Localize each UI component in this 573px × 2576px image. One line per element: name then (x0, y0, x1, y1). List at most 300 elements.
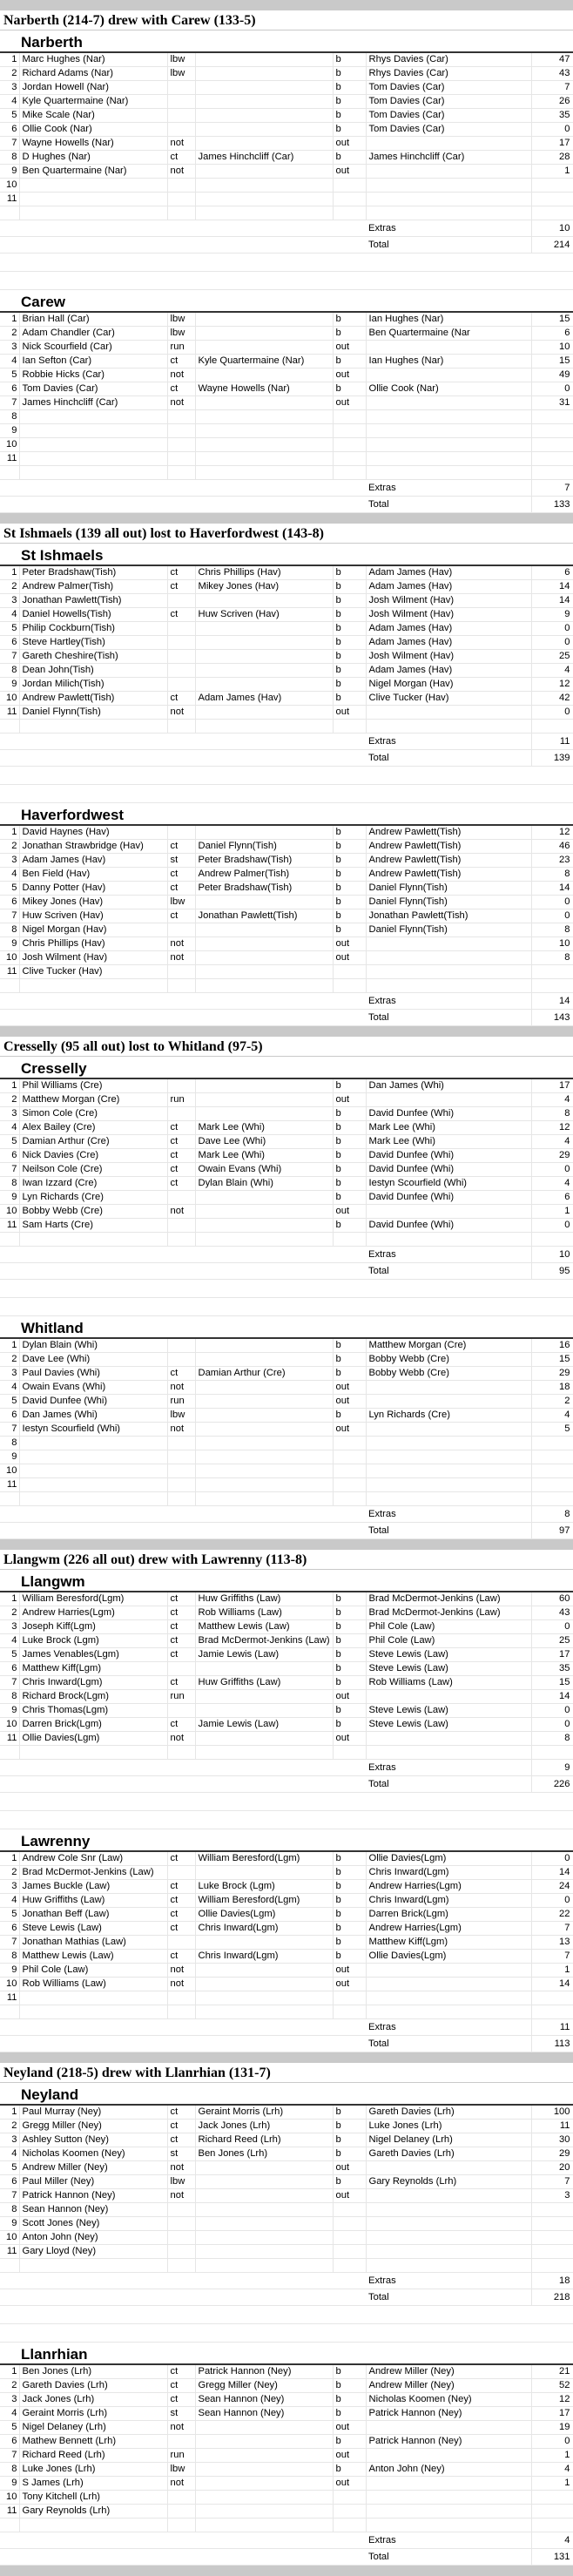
batting-row (0, 1409, 573, 1423)
fielder-name: Chris Inward(Lgm) (195, 1950, 333, 1964)
runs: 13 (531, 1936, 573, 1950)
blank-cell (366, 979, 531, 993)
fielder-name (195, 650, 333, 664)
batting-position: 9 (0, 2477, 19, 2491)
bowler-name: Andrew Harries(Lgm) (366, 1922, 531, 1936)
dismissal-type: ct (167, 1648, 195, 1662)
bowled-indicator: b (333, 1606, 366, 1620)
blank-cell (0, 1760, 366, 1776)
batting-row (0, 1367, 573, 1381)
batting-position: 10 (0, 1978, 19, 1991)
dismissal-type (167, 594, 195, 608)
team-name: Llanrhian (0, 2343, 573, 2365)
bowled-indicator: b (333, 95, 366, 109)
extras-value: 18 (531, 2273, 573, 2289)
fielder-name (195, 2217, 333, 2231)
batting-position: 2 (0, 1353, 19, 1367)
runs: 49 (531, 368, 573, 382)
dismissal-type (167, 1662, 195, 1676)
bowled-indicator: b (333, 2175, 366, 2189)
dismissal-type: lbw (167, 2463, 195, 2477)
blank-cell (195, 2259, 333, 2273)
bowler-name (366, 2245, 531, 2259)
blank-cell (195, 1233, 333, 1247)
blank-cell (195, 1746, 333, 1760)
blank-cell (366, 2005, 531, 2019)
bowler-name: Adam James (Hav) (366, 636, 531, 650)
runs: 15 (531, 1353, 573, 1367)
dismissal-type: ct (167, 840, 195, 854)
batter-name: Huw Griffiths (Law) (19, 1894, 167, 1908)
batting-position: 5 (0, 1135, 19, 1149)
bowler-name (366, 368, 531, 382)
runs: 4 (531, 664, 573, 678)
batting-row (0, 109, 573, 123)
bowled-indicator: out (333, 2449, 366, 2463)
bowled-indicator: b (333, 1409, 366, 1423)
fielder-name (195, 1381, 333, 1395)
runs: 60 (531, 1592, 573, 1606)
bowled-indicator: b (333, 826, 366, 840)
batter-name (19, 179, 167, 193)
batting-position: 6 (0, 1149, 19, 1163)
extras-value: 8 (531, 1506, 573, 1523)
batting-position: 10 (0, 951, 19, 965)
runs: 15 (531, 355, 573, 368)
bowled-indicator: b (333, 2393, 366, 2407)
bowled-indicator: b (333, 1177, 366, 1191)
batting-row (0, 1662, 573, 1676)
batter-name: Owain Evans (Whi) (19, 1381, 167, 1395)
batting-position: 9 (0, 165, 19, 179)
batter-name: Tom Davies (Car) (19, 382, 167, 396)
runs: 3 (531, 2189, 573, 2203)
dismissal-type (167, 622, 195, 636)
blank-cell (0, 480, 366, 497)
match-title: St Ishmaels (139 all out) lost to Haverfordwest (143-8) (0, 524, 573, 544)
blank-cell (0, 220, 366, 237)
batting-row (0, 664, 573, 678)
batting-position: 1 (0, 1079, 19, 1093)
fielder-name (195, 2231, 333, 2245)
batting-row (0, 438, 573, 452)
batting-row (0, 2217, 573, 2231)
batting-position: 8 (0, 923, 19, 937)
batting-position: 6 (0, 896, 19, 909)
dismissal-type: not (167, 1978, 195, 1991)
fielder-name (195, 2189, 333, 2203)
batting-position: 3 (0, 341, 19, 355)
team-name: St Ishmaels (0, 544, 573, 566)
batting-position: 8 (0, 2203, 19, 2217)
dismissal-type (167, 826, 195, 840)
bowled-indicator: b (333, 650, 366, 664)
total-label: Total (366, 497, 531, 513)
batting-row (0, 1852, 573, 1866)
dismissal-type: ct (167, 1177, 195, 1191)
spacer-row (0, 254, 573, 272)
bowled-indicator: out (333, 1690, 366, 1704)
fielder-name (195, 2491, 333, 2505)
bowled-indicator: b (333, 382, 366, 396)
batting-row (0, 1135, 573, 1149)
bowled-indicator: out (333, 951, 366, 965)
bowler-name: Gareth Davies (Lrh) (366, 2106, 531, 2120)
batting-position: 3 (0, 1880, 19, 1894)
bowled-indicator (333, 965, 366, 979)
fielder-name (195, 1732, 333, 1746)
batting-row (0, 81, 573, 95)
fielder-name: Geraint Morris (Lrh) (195, 2106, 333, 2120)
batting-row (0, 840, 573, 854)
batter-name (19, 438, 167, 452)
fielder-name: Jonathan Pawlett(Tish) (195, 909, 333, 923)
extras-value: 10 (531, 1247, 573, 1263)
bowled-indicator: b (333, 1107, 366, 1121)
bowled-indicator (333, 1464, 366, 1478)
scorecard-table (0, 2106, 573, 2306)
batter-name: Sam Harts (Cre) (19, 1219, 167, 1233)
blank-cell (0, 2289, 366, 2306)
bowler-name (366, 1978, 531, 1991)
blank-cell (195, 1492, 333, 1506)
batting-position: 1 (0, 566, 19, 580)
fielder-name: Huw Griffiths (Law) (195, 1592, 333, 1606)
runs: 35 (531, 1662, 573, 1676)
scorecard-table (0, 2365, 573, 2566)
dismissal-type (167, 923, 195, 937)
batting-position: 1 (0, 2106, 19, 2120)
extras-row (0, 2273, 573, 2289)
blank-cell (0, 1776, 366, 1793)
batter-name: Sean Hannon (Ney) (19, 2203, 167, 2217)
blank-cell (531, 1492, 573, 1506)
batting-row (0, 2365, 573, 2379)
dismissal-type: not (167, 2161, 195, 2175)
fielder-name (195, 438, 333, 452)
fielder-name (195, 965, 333, 979)
runs: 0 (531, 909, 573, 923)
batter-name: Rob Williams (Law) (19, 1978, 167, 1991)
bowled-indicator: b (333, 1880, 366, 1894)
fielder-name (195, 109, 333, 123)
batter-name: Chris Inward(Lgm) (19, 1676, 167, 1690)
bowler-name: Matthew Morgan (Cre) (366, 1339, 531, 1353)
blank-cell (366, 720, 531, 734)
batter-name: Jordan Howell (Nar) (19, 81, 167, 95)
fielder-name: Mark Lee (Whi) (195, 1121, 333, 1135)
extras-value: 14 (531, 993, 573, 1010)
bowler-name (366, 1690, 531, 1704)
batting-position: 4 (0, 1894, 19, 1908)
batting-row (0, 313, 573, 327)
extras-label: Extras (366, 220, 531, 237)
bowled-indicator (333, 1991, 366, 2005)
batting-row (0, 2449, 573, 2463)
fielder-name (195, 2449, 333, 2463)
fielder-name: Jamie Lewis (Law) (195, 1718, 333, 1732)
batting-row (0, 594, 573, 608)
bowled-indicator (333, 424, 366, 438)
bowled-indicator: out (333, 2161, 366, 2175)
fielder-name (195, 937, 333, 951)
batting-position: 10 (0, 179, 19, 193)
spacer-row (0, 1280, 573, 1298)
batting-row (0, 1107, 573, 1121)
bowler-name: Phil Cole (Law) (366, 1620, 531, 1634)
batting-row (0, 1478, 573, 1492)
dismissal-type: not (167, 937, 195, 951)
runs: 29 (531, 1367, 573, 1381)
bowler-name (366, 452, 531, 466)
batting-row (0, 2393, 573, 2407)
runs (531, 1464, 573, 1478)
runs: 17 (531, 2407, 573, 2421)
extras-row (0, 220, 573, 237)
batting-position: 4 (0, 2147, 19, 2161)
batting-row (0, 854, 573, 868)
batting-position: 2 (0, 2120, 19, 2133)
batter-name: Paul Murray (Ney) (19, 2106, 167, 2120)
batting-row (0, 341, 573, 355)
bowled-indicator: out (333, 137, 366, 151)
bowler-name (366, 1478, 531, 1492)
bowler-name: Josh Wilment (Hav) (366, 594, 531, 608)
bowler-name: Jonathan Pawlett(Tish) (366, 909, 531, 923)
runs: 29 (531, 1149, 573, 1163)
bowled-indicator: b (333, 882, 366, 896)
fielder-name (195, 137, 333, 151)
fielder-name: Jamie Lewis (Law) (195, 1648, 333, 1662)
bowler-name: Rhys Davies (Car) (366, 53, 531, 67)
bowler-name: Adam James (Hav) (366, 622, 531, 636)
bowled-indicator (333, 179, 366, 193)
dismissal-type: lbw (167, 327, 195, 341)
bowler-name: Steve Lewis (Law) (366, 1718, 531, 1732)
fielder-name (195, 1395, 333, 1409)
batter-name: Huw Scriven (Hav) (19, 909, 167, 923)
batter-name (19, 193, 167, 206)
match-separator-bar (0, 513, 573, 524)
dismissal-type: not (167, 2421, 195, 2435)
runs: 0 (531, 1620, 573, 1634)
bowler-name: Tom Davies (Car) (366, 109, 531, 123)
batter-name: Andrew Pawlett(Tish) (19, 692, 167, 706)
batter-name: Nicholas Koomen (Ney) (19, 2147, 167, 2161)
blank-row (0, 466, 573, 480)
extras-value: 7 (531, 480, 573, 497)
batting-position: 6 (0, 1922, 19, 1936)
dismissal-type: ct (167, 2133, 195, 2147)
bowler-name (366, 179, 531, 193)
batting-position: 8 (0, 1950, 19, 1964)
batter-name: Chris Thomas(Lgm) (19, 1704, 167, 1718)
fielder-name (195, 1409, 333, 1423)
batting-row (0, 165, 573, 179)
batter-name: Gareth Davies (Lrh) (19, 2379, 167, 2393)
batter-name: Richard Brock(Lgm) (19, 1690, 167, 1704)
batting-row (0, 1423, 573, 1437)
dismissal-type: lbw (167, 313, 195, 327)
batter-name: Andrew Palmer(Tish) (19, 580, 167, 594)
bowled-indicator: b (333, 692, 366, 706)
runs: 9 (531, 608, 573, 622)
dismissal-type: lbw (167, 2175, 195, 2189)
total-label: Total (366, 1776, 531, 1793)
total-value: 143 (531, 1010, 573, 1026)
blank-cell (366, 1746, 531, 1760)
blank-cell (0, 1247, 366, 1263)
batter-name: Paul Davies (Whi) (19, 1367, 167, 1381)
blank-cell (167, 1233, 195, 1247)
batter-name: Dylan Blain (Whi) (19, 1339, 167, 1353)
dismissal-type (167, 1866, 195, 1880)
blank-cell (366, 206, 531, 220)
bowler-name: Daniel Flynn(Tish) (366, 882, 531, 896)
bowled-indicator: b (333, 123, 366, 137)
runs: 29 (531, 2147, 573, 2161)
runs: 4 (531, 1093, 573, 1107)
batting-row (0, 2161, 573, 2175)
innings-block (0, 1280, 573, 1539)
runs: 7 (531, 81, 573, 95)
batter-name: Daniel Howells(Tish) (19, 608, 167, 622)
batter-name: Dave Lee (Whi) (19, 1353, 167, 1367)
batting-position: 5 (0, 2421, 19, 2435)
batting-row (0, 327, 573, 341)
fielder-name: William Beresford(Lgm) (195, 1894, 333, 1908)
blank-cell (0, 206, 19, 220)
runs: 0 (531, 1704, 573, 1718)
batting-row (0, 1648, 573, 1662)
bowler-name (366, 1991, 531, 2005)
batting-row (0, 608, 573, 622)
bowled-indicator: b (333, 1950, 366, 1964)
scorecard-table (0, 53, 573, 254)
batting-row (0, 2421, 573, 2435)
batting-position: 11 (0, 1991, 19, 2005)
batting-position: 5 (0, 1395, 19, 1409)
batting-position: 3 (0, 1367, 19, 1381)
batting-position: 3 (0, 81, 19, 95)
blank-cell (195, 466, 333, 480)
runs: 43 (531, 1606, 573, 1620)
fielder-name: Ben Jones (Lrh) (195, 2147, 333, 2161)
runs: 31 (531, 396, 573, 410)
runs: 1 (531, 2449, 573, 2463)
bowled-indicator: out (333, 1423, 366, 1437)
blank-row (0, 720, 573, 734)
dismissal-type (167, 1478, 195, 1492)
runs: 1 (531, 165, 573, 179)
bowler-name: Andrew Pawlett(Tish) (366, 868, 531, 882)
batting-position: 3 (0, 2133, 19, 2147)
bowled-indicator (333, 1437, 366, 1450)
bowler-name: Daniel Flynn(Tish) (366, 896, 531, 909)
dismissal-type (167, 1079, 195, 1093)
bowler-name: David Dunfee (Whi) (366, 1149, 531, 1163)
blank-cell (0, 1010, 366, 1026)
bowled-indicator (333, 2505, 366, 2519)
batter-name: Chris Phillips (Hav) (19, 937, 167, 951)
extras-value: 11 (531, 734, 573, 750)
bowled-indicator: b (333, 2463, 366, 2477)
extras-label: Extras (366, 1760, 531, 1776)
dismissal-type: ct (167, 1950, 195, 1964)
bowler-name: Clive Tucker (Hav) (366, 692, 531, 706)
batter-name: James Venables(Lgm) (19, 1648, 167, 1662)
batting-row (0, 923, 573, 937)
fielder-name (195, 1662, 333, 1676)
batting-position: 5 (0, 2161, 19, 2175)
blank-cell (19, 1233, 167, 1247)
team-name: Whitland (0, 1316, 573, 1339)
batter-name: Peter Bradshaw(Tish) (19, 566, 167, 580)
bowled-indicator: out (333, 1093, 366, 1107)
batter-name: Kyle Quartermaine (Nar) (19, 95, 167, 109)
batting-row (0, 53, 573, 67)
batting-row (0, 2106, 573, 2120)
runs: 0 (531, 896, 573, 909)
batting-row (0, 1163, 573, 1177)
batting-row (0, 1894, 573, 1908)
batting-position: 6 (0, 636, 19, 650)
fielder-name: Peter Bradshaw(Tish) (195, 882, 333, 896)
bowled-indicator: out (333, 2421, 366, 2435)
runs: 14 (531, 1978, 573, 1991)
runs: 28 (531, 151, 573, 165)
batting-row (0, 1381, 573, 1395)
blank-cell (0, 750, 366, 767)
batting-position: 9 (0, 1704, 19, 1718)
fielder-name (195, 2175, 333, 2189)
batter-name: William Beresford(Lgm) (19, 1592, 167, 1606)
batting-position: 4 (0, 1381, 19, 1395)
dismissal-type: not (167, 1205, 195, 1219)
runs: 7 (531, 1922, 573, 1936)
bowled-indicator: out (333, 1205, 366, 1219)
runs: 8 (531, 923, 573, 937)
dismissal-type: ct (167, 1894, 195, 1908)
spacer-row (0, 2324, 573, 2343)
batting-row (0, 1704, 573, 1718)
batting-row (0, 1634, 573, 1648)
blank-cell (333, 206, 366, 220)
batting-row (0, 1353, 573, 1367)
batting-position: 7 (0, 2449, 19, 2463)
bowled-indicator: b (333, 1662, 366, 1676)
total-value: 133 (531, 497, 573, 513)
batter-name (19, 1437, 167, 1450)
fielder-name (195, 678, 333, 692)
blank-cell (0, 1263, 366, 1280)
batting-position: 5 (0, 882, 19, 896)
batting-position: 2 (0, 2379, 19, 2393)
runs: 25 (531, 1634, 573, 1648)
runs (531, 2231, 573, 2245)
batting-row (0, 2477, 573, 2491)
team-name: Haverfordwest (0, 803, 573, 826)
bowled-indicator: b (333, 81, 366, 95)
batting-position: 7 (0, 1423, 19, 1437)
blank-cell (195, 2519, 333, 2532)
batting-position: 9 (0, 937, 19, 951)
innings-block (0, 1793, 573, 2052)
bowler-name: Adam James (Hav) (366, 566, 531, 580)
team-name: Cresselly (0, 1057, 573, 1079)
match-title: Narberth (214-7) drew with Carew (133-5) (0, 10, 573, 30)
bowler-name: Nigel Morgan (Hav) (366, 678, 531, 692)
